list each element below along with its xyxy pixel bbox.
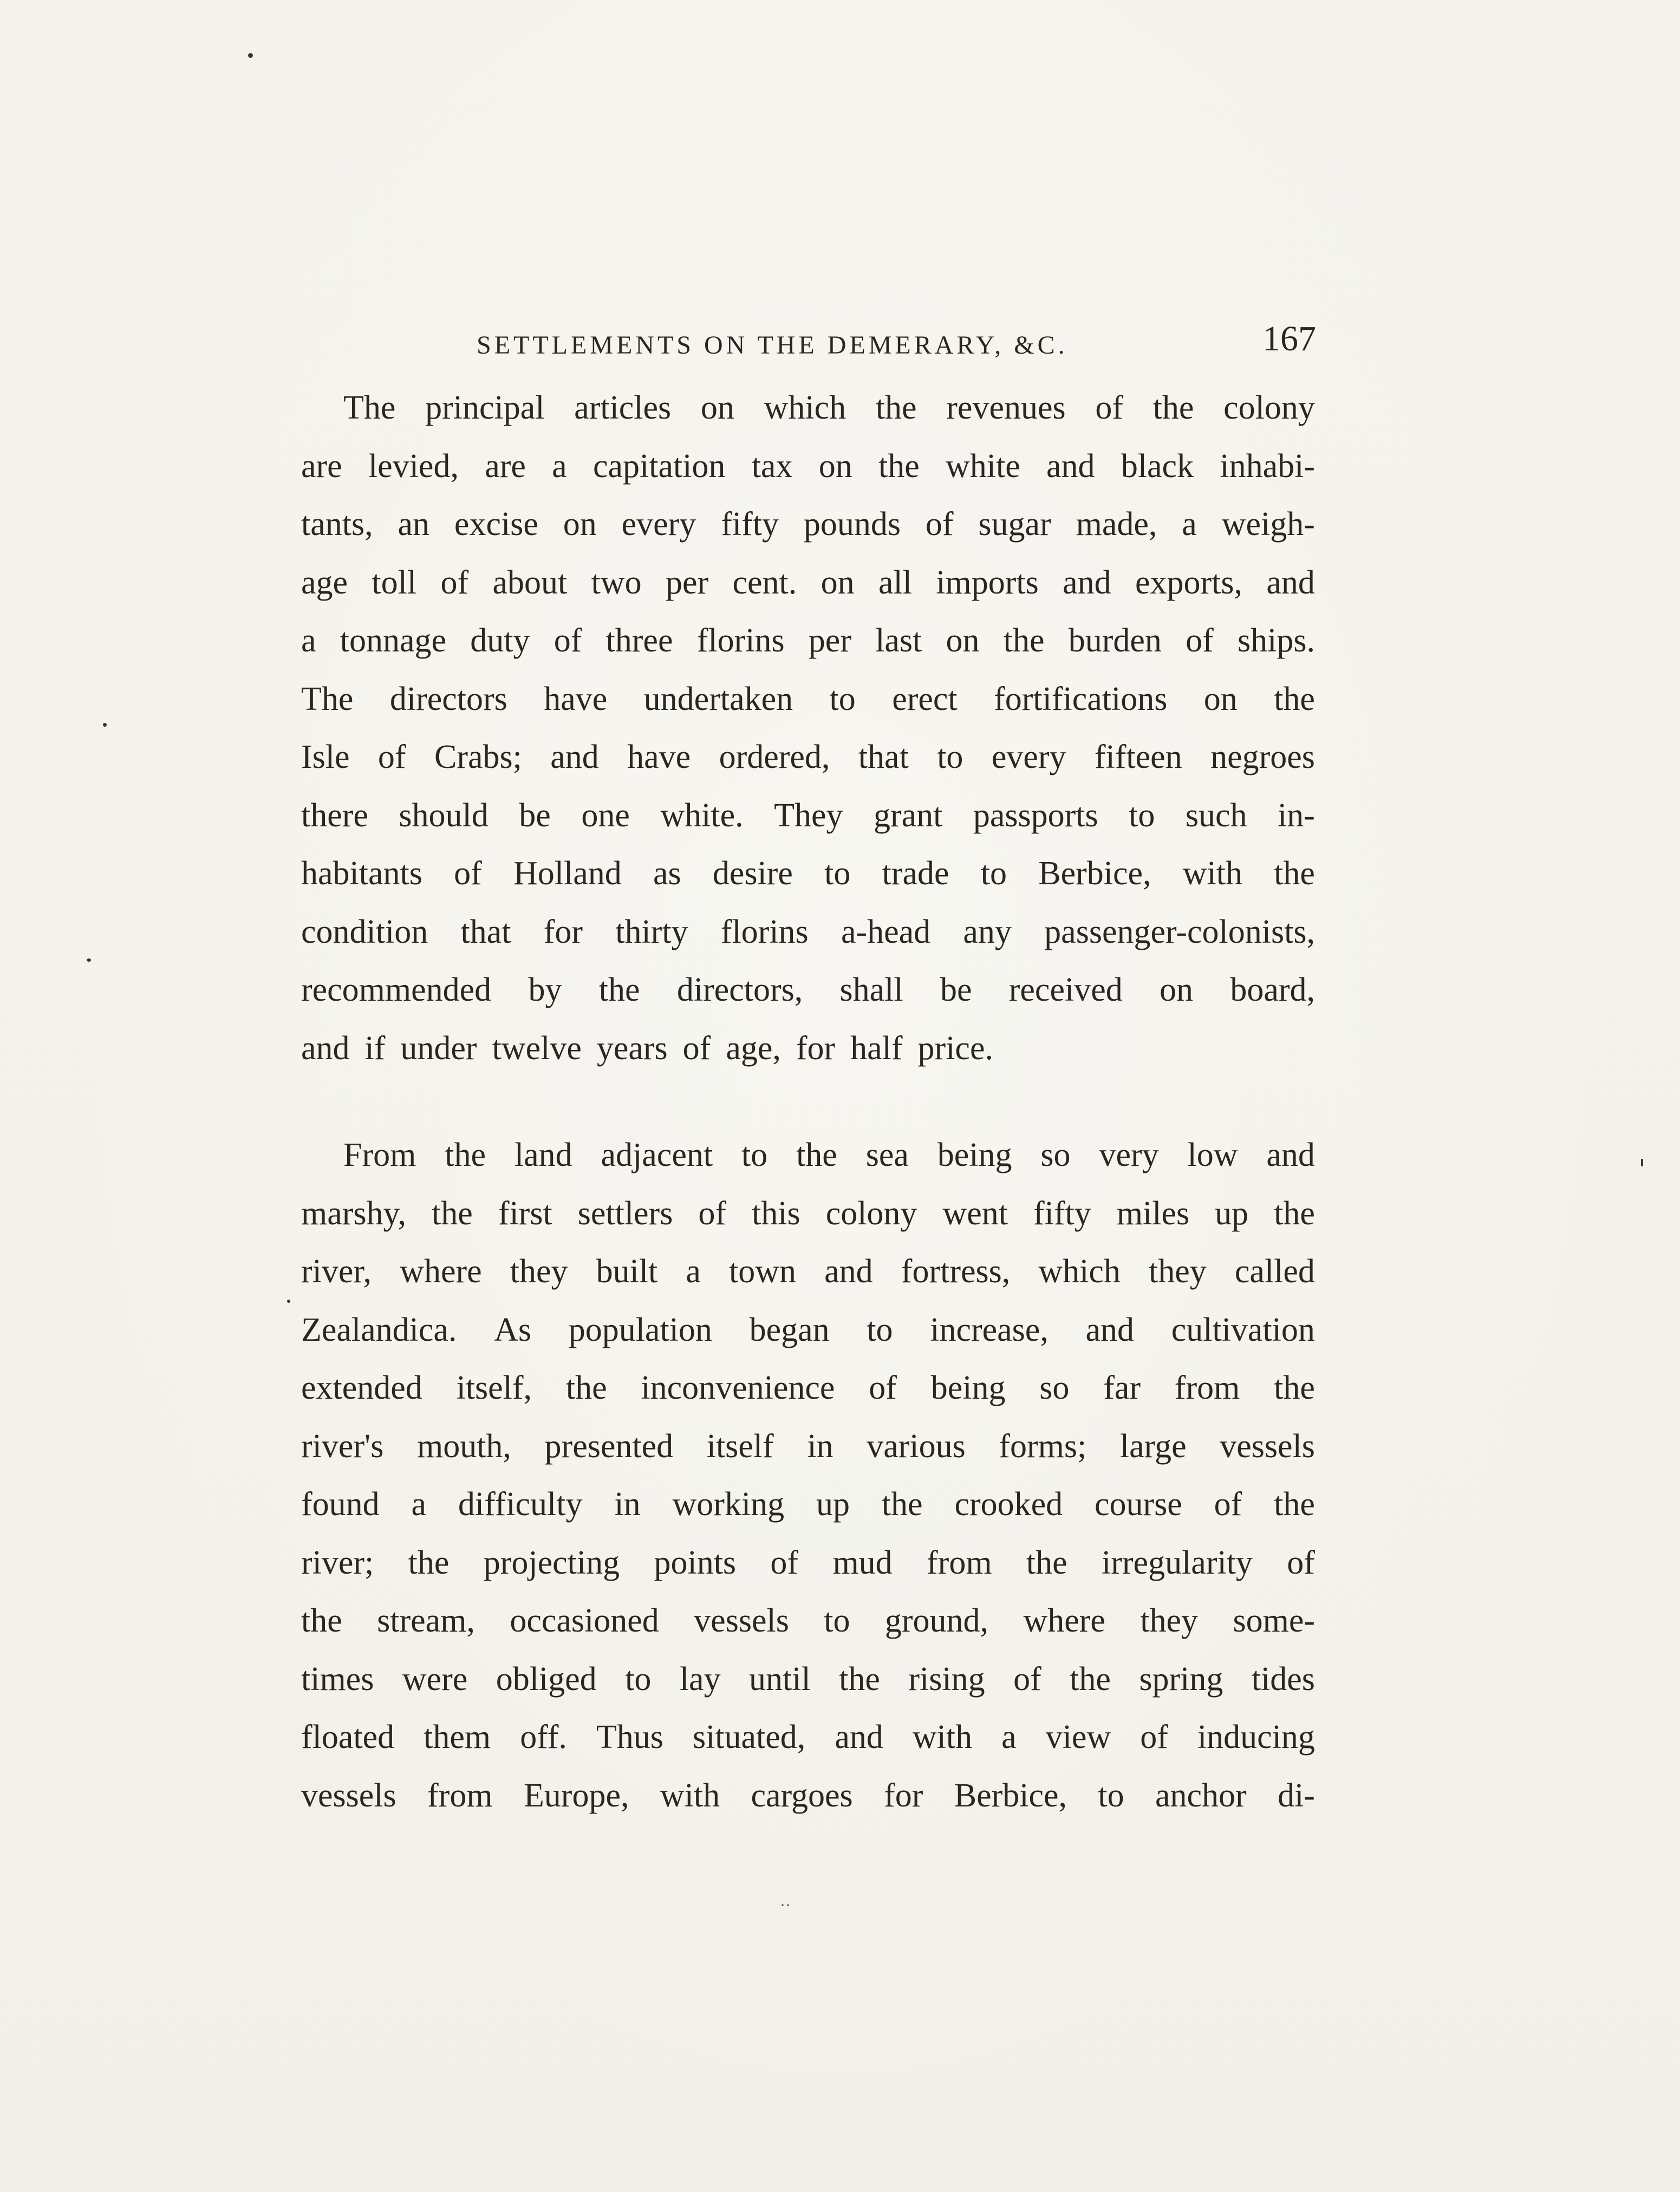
ink-speck (1641, 1159, 1643, 1166)
text-line: a tonnage duty of three florins per last on the burden of ships. (301, 622, 1315, 659)
text-line: and if under twelve years of age, for half price. (301, 1029, 993, 1067)
text-line: The directors have undertaken to erect fortifications on the (301, 680, 1315, 717)
text-line: are levied, are a capitation tax on the white and black inhabi- (301, 447, 1315, 485)
body-text (301, 379, 1315, 1825)
text-line: river, where they built a town and fortress, which they called (301, 1253, 1315, 1290)
ink-speck (248, 53, 253, 58)
text-line: extended itself, the inconvenience of being so far from the (301, 1369, 1315, 1406)
paragraph (301, 379, 1315, 1078)
running-head (303, 318, 1316, 367)
text-line: floated them off. Thus situated, and with a view of inducing (301, 1719, 1315, 1756)
text-line: Zealandica. As population began to increase, and cultivation (301, 1311, 1315, 1348)
signature-mark: ·· (780, 1896, 791, 1914)
text-line: the stream, occasioned vessels to ground, where they some- (301, 1602, 1315, 1639)
text-line: times were obliged to lay until the rising of the spring tides (301, 1660, 1315, 1698)
text-line: Isle of Crabs; and have ordered, that to every fifteen negroes (301, 739, 1315, 775)
text-line: habitants of Holland as desire to trade to Berbice, with the (301, 855, 1315, 892)
text-line: there should be one white. They grant passports to such in- (301, 797, 1315, 834)
text-line: From the land adjacent to the sea being so very low and (343, 1137, 1315, 1173)
text-line: river's mouth, presented itself in various forms; large vessels (301, 1427, 1315, 1465)
running-title: SETTLEMENTS ON THE DEMERARY, &C. (477, 331, 1068, 360)
text-line: marshy, the first settlers of this colony went fifty miles up the (301, 1195, 1315, 1232)
paragraph-gap (301, 1078, 1315, 1126)
text-line: found a difficulty in working up the crooked course of the (301, 1486, 1315, 1523)
page-number: 167 (1262, 319, 1316, 358)
ink-speck (287, 1300, 290, 1303)
text-line: river; the projecting points of mud from the irregularity of (301, 1544, 1315, 1581)
text-line: tants, an excise on every fifty pounds of sugar made, a weigh- (301, 506, 1315, 543)
ink-speck (87, 958, 91, 962)
text-line: condition that for thirty florins a-head any passenger-colonists, (301, 913, 1315, 950)
ink-speck (103, 723, 107, 727)
text-line: age toll of about two per cent. on all imports and exports, and (301, 564, 1315, 601)
text-line: recommended by the directors, shall be received on board, (301, 971, 1315, 1008)
text-line: vessels from Europe, with cargoes for Berbice, to anchor di- (301, 1777, 1315, 1814)
paragraph (301, 1126, 1315, 1825)
text-line: The principal articles on which the revenues of the colony (343, 389, 1315, 426)
